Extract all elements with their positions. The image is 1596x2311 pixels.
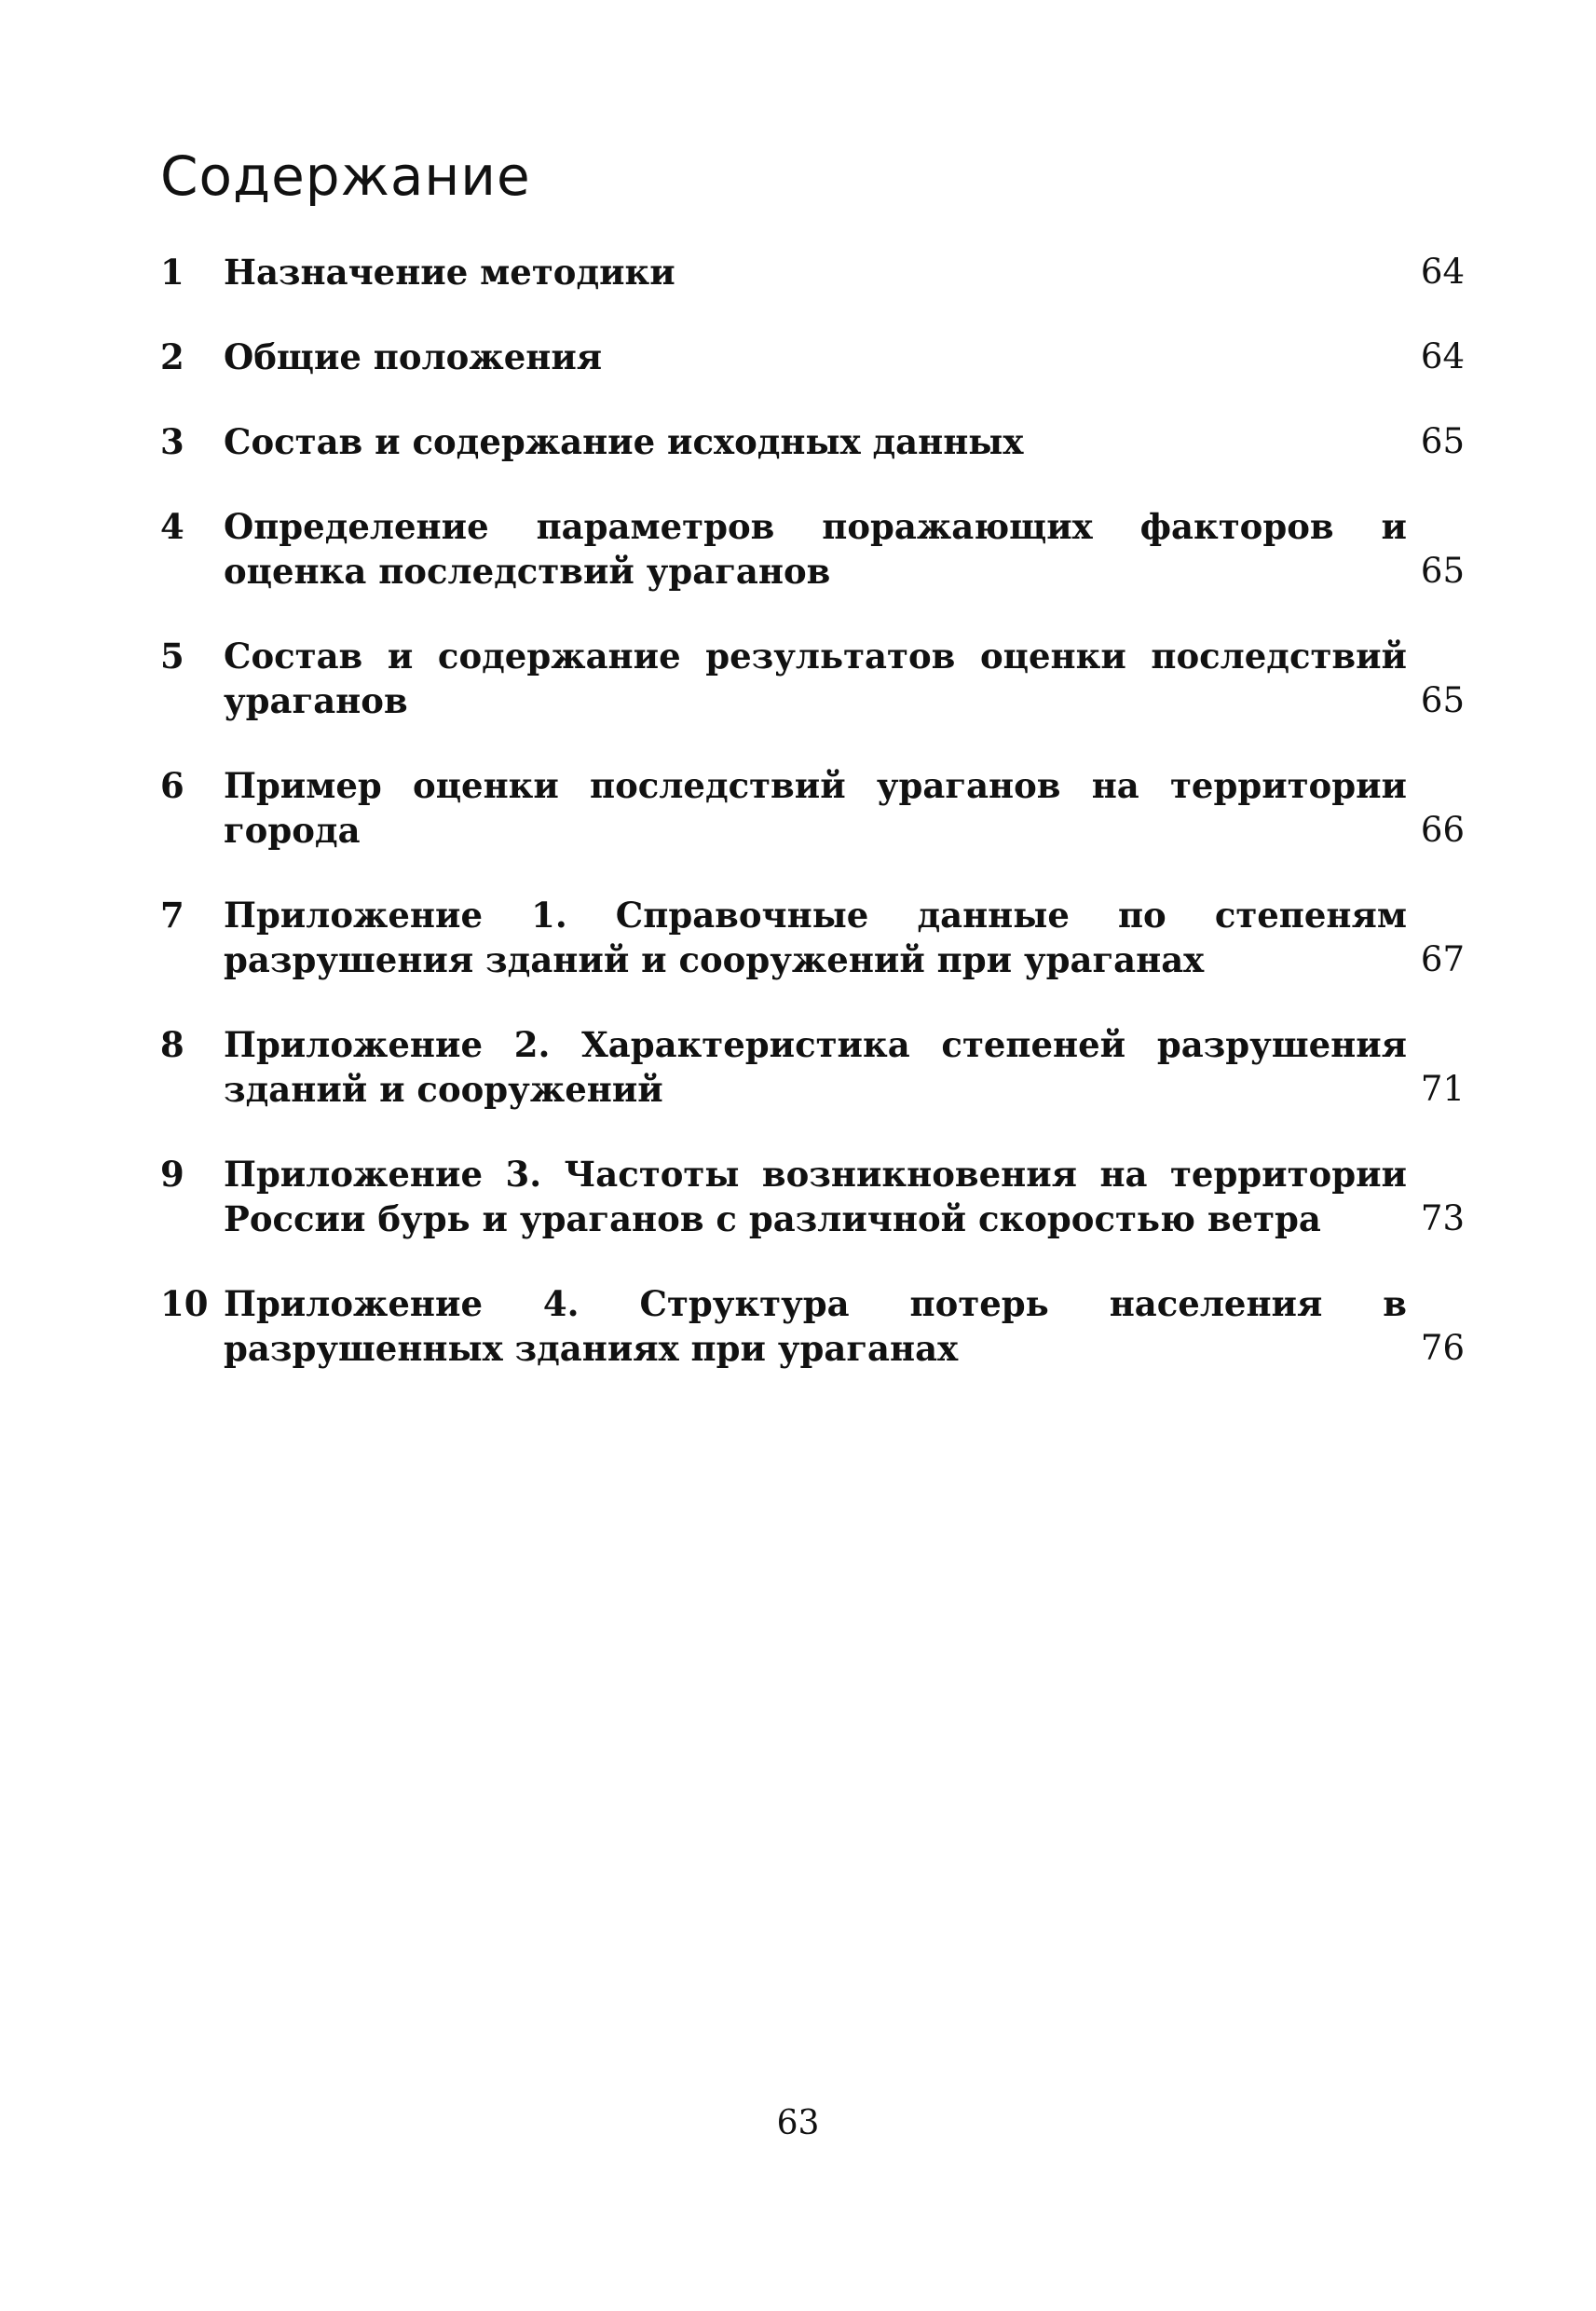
toc-entry — [160, 1281, 1465, 1371]
toc-entry — [160, 504, 1465, 594]
table-of-contents — [160, 250, 1465, 1411]
toc-entry-page: 65 — [1420, 421, 1465, 461]
toc-entry-title: Назначение методики — [224, 252, 675, 293]
toc-entry — [160, 1152, 1465, 1241]
toc-entry-title: Приложение 2. Характеристика степеней разрушения зданий и сооружений — [224, 1024, 1407, 1110]
toc-entry — [160, 634, 1465, 723]
toc-entry-title: Пример оценки последствий ураганов на территории города — [224, 765, 1407, 851]
toc-entry-number: 10 — [160, 1283, 209, 1324]
toc-entry-page: 64 — [1420, 252, 1465, 292]
toc-entry-number: 1 — [160, 252, 184, 293]
toc-entry-title: Приложение 4. Структура потерь населения в разрушенных зданиях при ураганах — [224, 1283, 1407, 1369]
toc-entry-number: 3 — [160, 421, 184, 462]
page-title: Содержание — [160, 144, 531, 208]
toc-entry — [160, 763, 1465, 853]
toc-entry-title: Приложение 1. Справочные данные по степеням разрушения зданий и сооружений при ураганах — [224, 895, 1407, 980]
toc-entry-page: 67 — [1420, 939, 1465, 979]
toc-entry — [160, 419, 1465, 464]
toc-entry-page: 66 — [1420, 810, 1465, 850]
toc-entry-number: 4 — [160, 506, 184, 547]
toc-entry-number: 2 — [160, 336, 184, 377]
toc-entry-page: 73 — [1420, 1198, 1465, 1238]
toc-entry-title: Общие положения — [224, 336, 603, 377]
toc-entry — [160, 335, 1465, 379]
toc-entry-title: Определение параметров поражающих факторов и оценка последствий ураганов — [224, 506, 1407, 592]
toc-entry-page: 65 — [1420, 680, 1465, 720]
page-number: 63 — [776, 2104, 820, 2142]
toc-entry — [160, 250, 1465, 294]
toc-entry-title: Состав и содержание исходных данных — [224, 421, 1024, 462]
toc-entry-page: 65 — [1420, 551, 1465, 591]
toc-entry-title: Приложение 3. Частоты возникновения на территории России бурь и ураганов с различной скоростью ветра — [224, 1154, 1407, 1239]
toc-entry — [160, 893, 1465, 982]
toc-entry-number: 7 — [160, 895, 184, 936]
toc-entry-number: 9 — [160, 1154, 184, 1195]
toc-entry-number: 6 — [160, 765, 184, 806]
toc-entry-page: 71 — [1420, 1069, 1465, 1109]
toc-entry — [160, 1022, 1465, 1112]
toc-entry-page: 76 — [1420, 1328, 1465, 1368]
toc-entry-title: Состав и содержание результатов оценки последствий ураганов — [224, 636, 1407, 721]
toc-entry-page: 64 — [1420, 336, 1465, 376]
toc-entry-number: 8 — [160, 1024, 184, 1065]
toc-entry-number: 5 — [160, 636, 184, 677]
